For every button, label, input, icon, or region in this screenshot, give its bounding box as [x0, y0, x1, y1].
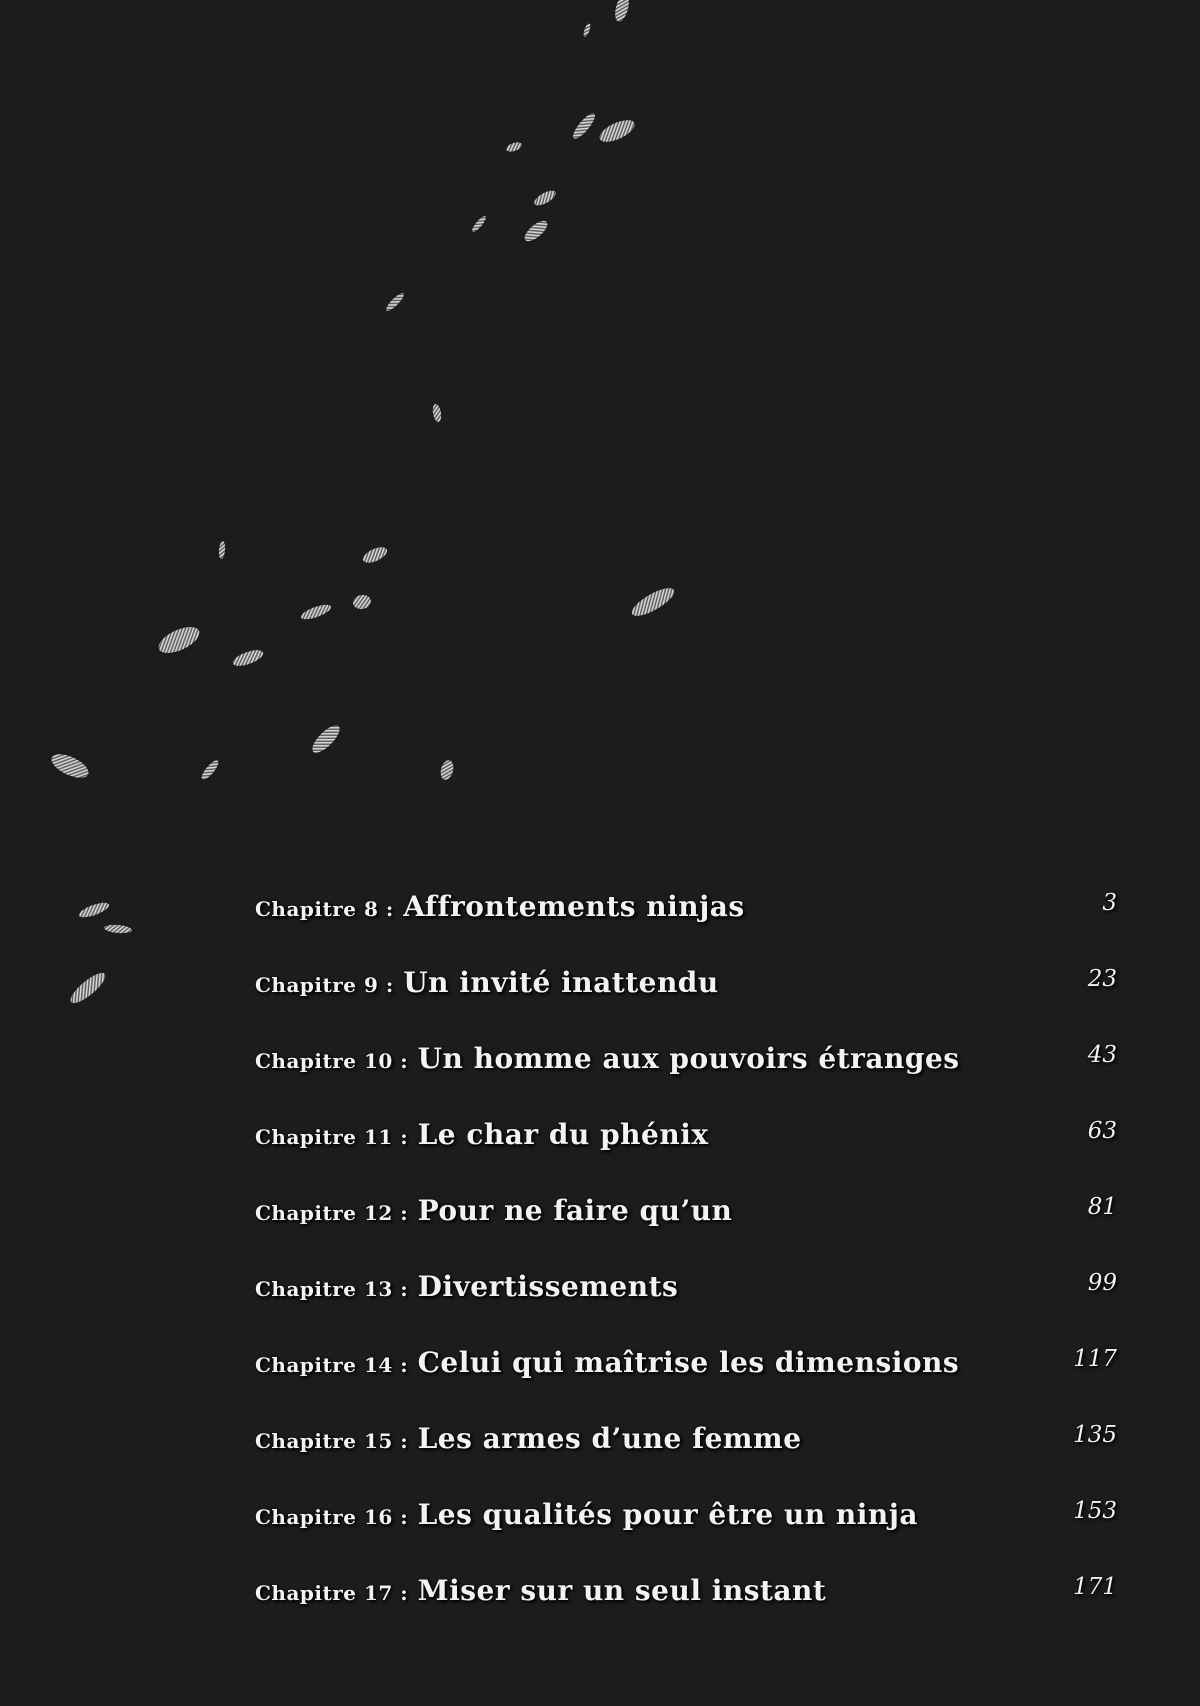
- chapter-label: Chapitre 8 : Affrontements ninjas: [255, 890, 745, 923]
- chapter-title: Celui qui maîtrise les dimensions: [417, 1346, 960, 1379]
- page-number: 117: [1073, 1346, 1117, 1372]
- petal-icon: [384, 291, 406, 313]
- petal-icon: [470, 214, 487, 233]
- petal-icon: [199, 758, 221, 782]
- petal-icon: [596, 116, 637, 147]
- petal-icon: [521, 217, 550, 244]
- petal-icon: [231, 647, 265, 669]
- chapter-label: Chapitre 13 : Divertissements: [255, 1270, 679, 1303]
- chapter-title: Miser sur un seul instant: [417, 1574, 827, 1607]
- petal-icon: [582, 23, 591, 38]
- page-number: 171: [1073, 1574, 1117, 1600]
- toc-entry: [255, 954, 1117, 1030]
- toc-entry: [255, 1334, 1117, 1410]
- page-number: 43: [1087, 1042, 1117, 1068]
- petal-icon: [77, 900, 110, 920]
- page-number: 23: [1087, 966, 1117, 992]
- page-number: 3: [1102, 890, 1117, 916]
- petal-icon: [613, 0, 632, 23]
- toc-entry: [255, 878, 1117, 954]
- chapter-label: Chapitre 16 : Les qualités pour être un ninja: [255, 1498, 918, 1531]
- petal-icon: [439, 759, 456, 781]
- petal-icon: [308, 721, 343, 756]
- petal-icon: [505, 141, 523, 154]
- toc-entry: [255, 1030, 1117, 1106]
- petal-icon: [361, 544, 390, 566]
- chapter-title: Les qualités pour être un ninja: [417, 1498, 918, 1531]
- chapter-title: Un homme aux pouvoirs étranges: [417, 1042, 960, 1075]
- toc-entry: [255, 1258, 1117, 1334]
- chapter-title: Les armes d’une femme: [417, 1422, 802, 1455]
- chapter-title: Divertissements: [417, 1270, 679, 1303]
- toc-entry: [255, 1106, 1117, 1182]
- petal-icon: [155, 622, 203, 659]
- chapter-title: Le char du phénix: [417, 1118, 709, 1151]
- chapter-label: Chapitre 12 : Pour ne faire qu’un: [255, 1194, 733, 1227]
- petal-icon: [628, 583, 678, 621]
- chapter-title: Affrontements ninjas: [403, 890, 745, 923]
- petal-icon: [352, 594, 372, 611]
- toc-entry: [255, 1486, 1117, 1562]
- toc-entry: [255, 1562, 1117, 1638]
- page-number: 153: [1073, 1498, 1117, 1524]
- toc-entry: [255, 1182, 1117, 1258]
- petal-icon: [532, 188, 558, 209]
- petal-icon: [104, 924, 133, 934]
- table-of-contents: [255, 878, 1117, 1638]
- petal-icon: [67, 968, 110, 1007]
- page-number: 81: [1087, 1194, 1117, 1220]
- page-number: 63: [1087, 1118, 1117, 1144]
- page-number: 135: [1073, 1422, 1117, 1448]
- petal-icon: [218, 541, 226, 559]
- toc-entry: [255, 1410, 1117, 1486]
- chapter-label: Chapitre 14 : Celui qui maîtrise les dimensions: [255, 1346, 960, 1379]
- chapter-label: Chapitre 10 : Un homme aux pouvoirs étranges: [255, 1042, 960, 1075]
- petal-icon: [570, 111, 598, 142]
- chapter-label: Chapitre 17 : Miser sur un seul instant: [255, 1574, 827, 1607]
- chapter-label: Chapitre 15 : Les armes d’une femme: [255, 1422, 802, 1455]
- petal-icon: [299, 602, 332, 622]
- chapter-title: Pour ne faire qu’un: [417, 1194, 733, 1227]
- petal-icon: [48, 749, 92, 782]
- chapter-title: Un invité inattendu: [403, 966, 719, 999]
- page-number: 99: [1087, 1270, 1117, 1296]
- petal-icon: [431, 403, 442, 422]
- chapter-label: Chapitre 11 : Le char du phénix: [255, 1118, 709, 1151]
- chapter-label: Chapitre 9 : Un invité inattendu: [255, 966, 719, 999]
